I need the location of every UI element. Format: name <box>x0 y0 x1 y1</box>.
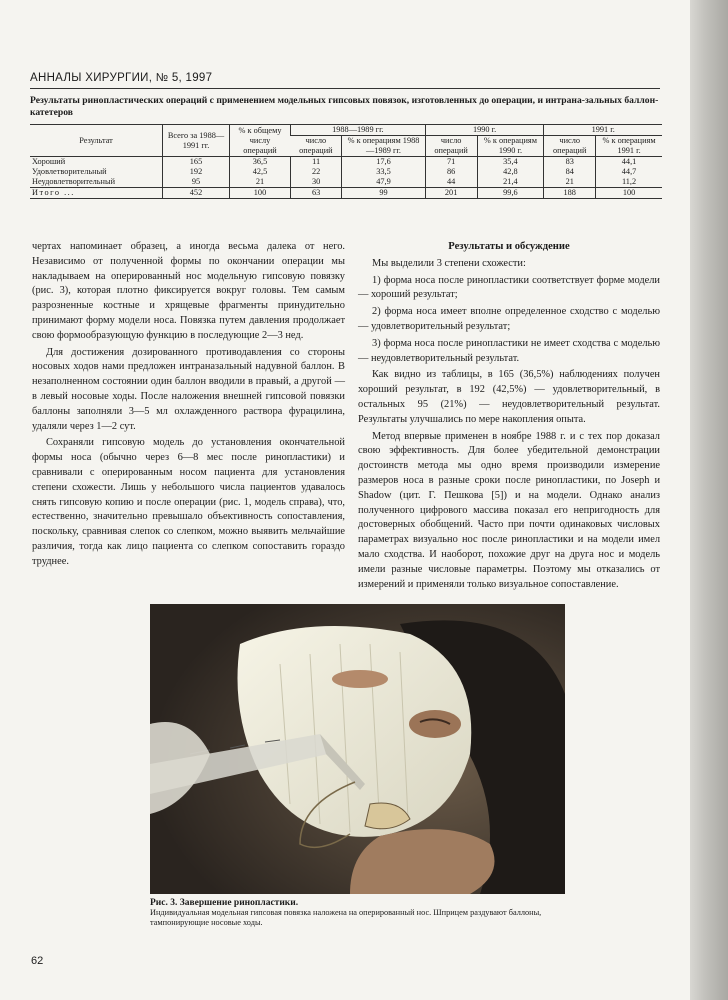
table-cell: 21 <box>544 177 596 188</box>
right-column <box>358 240 660 592</box>
table-cell: 42,5 <box>230 167 291 177</box>
th-count-3: число операций <box>544 136 596 157</box>
left-column <box>32 240 345 570</box>
table-cell: 201 <box>425 188 477 199</box>
paragraph: Метод впервые применен в ноябре 1988 г. и с тех пор доказал свою эффективность. Для более убедительной демонстрации достоинств метода мы одно время производили измерение размеров носа в разные сроки после ринопластики, по Joseph и Shadow (цит. Г. Пешкова [5]) и на модели. Однако анализ полученного цифрового массива показал его непригодность для достоверных обобщений. Часто при почти одинаковых числовых параметрах визуально нос после ринопластики и на модели имел мало сходства. И наоборот, похожие друг на друга нос и модель имели разные числовые параметры. Поэтому мы отказались от измерений и применяли только визуальное сопоставление. <box>358 430 660 590</box>
th-pct-3: % к операциям 1991 г. <box>596 136 662 157</box>
page-edge <box>690 0 728 1000</box>
table-cell: 100 <box>230 188 291 199</box>
section-heading: Результаты и обсуждение <box>448 241 570 252</box>
table-cell: 11,2 <box>596 177 662 188</box>
table-cell: 11 <box>291 157 342 168</box>
table-cell: 44,1 <box>596 157 662 168</box>
table-cell: 47,9 <box>342 177 425 188</box>
table-cell: Хороший <box>32 157 66 166</box>
table-cell: 33,5 <box>342 167 425 177</box>
figure-caption-text: Индивидуальная модельная гипсовая повязка наложена на оперированный нос. Шприцем раздувают баллоны, тампонирующие носовые ходы. <box>150 908 542 927</box>
figure-title: Рис. 3. Завершение ринопластики. <box>150 898 299 908</box>
figure-caption <box>150 898 580 928</box>
table-cell: 30 <box>291 177 342 188</box>
table-row <box>30 177 662 188</box>
patient-photo-illustration <box>150 604 565 894</box>
th-period-1: 1988—1989 гг. <box>291 125 426 136</box>
th-pct-1: % к операциям 1988—1989 гг. <box>342 136 425 157</box>
paragraph: чертах напоминает образец, а иногда весьма далека от него. Независимо от полученной формы по окончании операции мы накладываем на оперированный нос модельную гипсовую повязку (рис. 3), которая плотно фиксируется вокруг головы. Тем самым разрозненные костные и хрящевые фрагменты принудительно принимают форму модели носа. Повязка путем давления продолжает свою формообразующую функцию в последующие 2—3 нед. <box>32 241 345 341</box>
table-cell: 36,5 <box>230 157 291 168</box>
paragraph: Для достижения дозированного противодавления со стороны носовых ходов нами предложен интраназальный надувной баллон. В незаполненном состоянии один баллон вводили в правый, а другой — в левый носовые ходы. После наложения внешней гипсовой повязки баллоны заполняли 3—5 мл охлажденного раствора фурацилина, удаляли через 1—2 сут. <box>32 346 345 432</box>
table-cell: 21 <box>230 177 291 188</box>
paragraph: 3) форма носа после ринопластики не имеет сходства с моделью — неудовлетворительный результат. <box>358 337 660 364</box>
table-row-total <box>30 188 662 199</box>
table-cell: 95 <box>163 177 230 188</box>
paragraph: 1) форма носа после ринопластики соответствует форме модели — хороший результат; <box>358 274 660 301</box>
paragraph: Мы выделили 3 степени схожести: <box>372 257 526 269</box>
table-cell: 99,6 <box>477 188 544 199</box>
th-pct-total: % к общему числу операций <box>230 125 291 157</box>
th-pct-2: % к операциям 1990 г. <box>477 136 544 157</box>
table-cell: 35,4 <box>477 157 544 168</box>
th-period-3: 1991 г. <box>544 125 662 136</box>
page-number: 62 <box>31 955 44 967</box>
table-title: Результаты ринопластических операций с применением модельных гипсовых повязок, изготовленных до операции, и интрана-зальных баллон-катетеров <box>30 95 659 118</box>
table-row <box>30 157 662 168</box>
header-rule <box>30 88 660 89</box>
th-result: Результат <box>30 125 163 157</box>
table-cell: Удовлетворительный <box>32 167 107 176</box>
paragraph: 2) форма носа имеет вполне определенное сходство с моделью — удовлетворительный результат; <box>358 306 660 332</box>
table-cell: 83 <box>544 157 596 168</box>
table-cell: 44 <box>425 177 477 188</box>
table-cell: 165 <box>163 157 230 168</box>
th-period-2: 1990 г. <box>425 125 544 136</box>
table-cell: 188 <box>544 188 596 199</box>
table-cell: 63 <box>291 188 342 199</box>
th-total: Всего за 1988—1991 гг. <box>163 125 230 157</box>
table-cell: Итого ... <box>30 188 163 199</box>
table-cell: 17,6 <box>342 157 425 168</box>
th-count-2: число операций <box>425 136 477 157</box>
running-header: АННАЛЫ ХИРУРГИИ, № 5, 1997 <box>30 72 213 84</box>
table-cell: 99 <box>342 188 425 199</box>
table-cell: 44,7 <box>596 167 662 177</box>
figure-photo <box>150 604 565 894</box>
table-cell: 21,4 <box>477 177 544 188</box>
table-cell: 71 <box>425 157 477 168</box>
table-cell: 452 <box>163 188 230 199</box>
th-count-1: число операций <box>291 136 342 157</box>
table-cell: 84 <box>544 167 596 177</box>
table-cell: 42,8 <box>477 167 544 177</box>
table-cell: Неудовлетворительный <box>32 177 116 186</box>
paragraph: Сохраняли гипсовую модель до установления окончательной формы носа (обычно через 6—8 мес после ринопластики) и сравнивали с оперированным носом пациента для установления степени схожести. Лишь у небольшого числа пациентов удавалось снять гипсовую копию и после операции (рис. 1, модель справа), что, естественно, значительно превышало объективность сопоставления, поскольку, сравнивая слепок со слепком, можно выявить мельчайшие различия, тогда как лицо пациента со слепком сопоставить гораздо труднее. <box>32 437 345 567</box>
table-cell: 86 <box>425 167 477 177</box>
results-table <box>30 124 662 199</box>
paragraph: Как видно из таблицы, в 165 (36,5%) наблюдениях получен хороший результат, в 192 (42,5%) — удовлетворительный, в остальных 95 (21%) — неудовлетворительный результат. Результаты улучшались по мере накопления опыта. <box>358 369 660 425</box>
table-cell: 22 <box>291 167 342 177</box>
table-cell: 192 <box>163 167 230 177</box>
table-row <box>30 167 662 177</box>
table-cell: 100 <box>596 188 662 199</box>
